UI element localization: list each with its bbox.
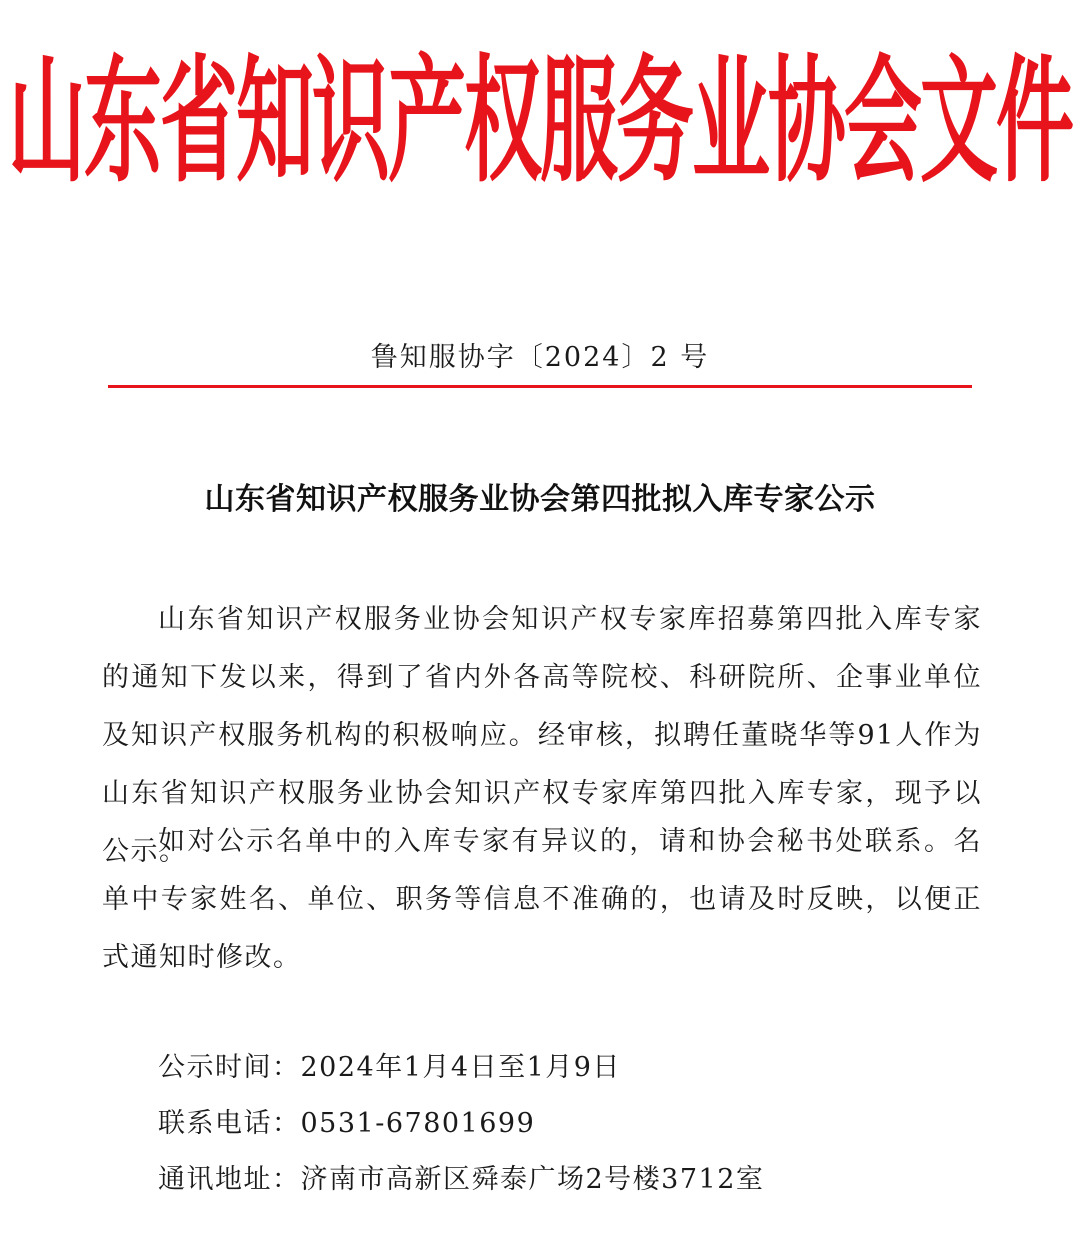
contact-phone: 联系电话：0531-67801699 [158, 1108, 536, 1139]
body-paragraph-1: 山东省知识产权服务业协会知识产权专家库招募第四批入库专家的通知下发以来，得到了省内外各高等院校、科研院所、企事业单位及知识产权服务机构的积极响应。经审核，拟聘任董晓华等91人作为山东省知识产权服务业协会知识产权专家库第四批入库专家，现予以公示。 [102, 604, 982, 867]
publicity-period: 公示时间：2024年1月4日至1月9日 [158, 1052, 621, 1083]
body-paragraph-2: 如对公示名单中的入库专家有异议的，请和协会秘书处联系。名单中专家姓名、单位、职务等信息不准确的，也请及时反映，以便正式通知时修改。 [102, 826, 982, 973]
document-number: 鲁知服协字〔2024〕2 号 [370, 342, 710, 373]
red-masthead [0, 44, 1080, 202]
contact-address: 通讯地址：济南市高新区舜泰广场2号楼3712室 [158, 1164, 765, 1195]
notice-title: 山东省知识产权服务业协会第四批拟入库专家公示 [204, 482, 876, 517]
red-divider-line [108, 385, 972, 388]
masthead-text: 山东省知识产权服务业协会文件 [7, 44, 1072, 202]
